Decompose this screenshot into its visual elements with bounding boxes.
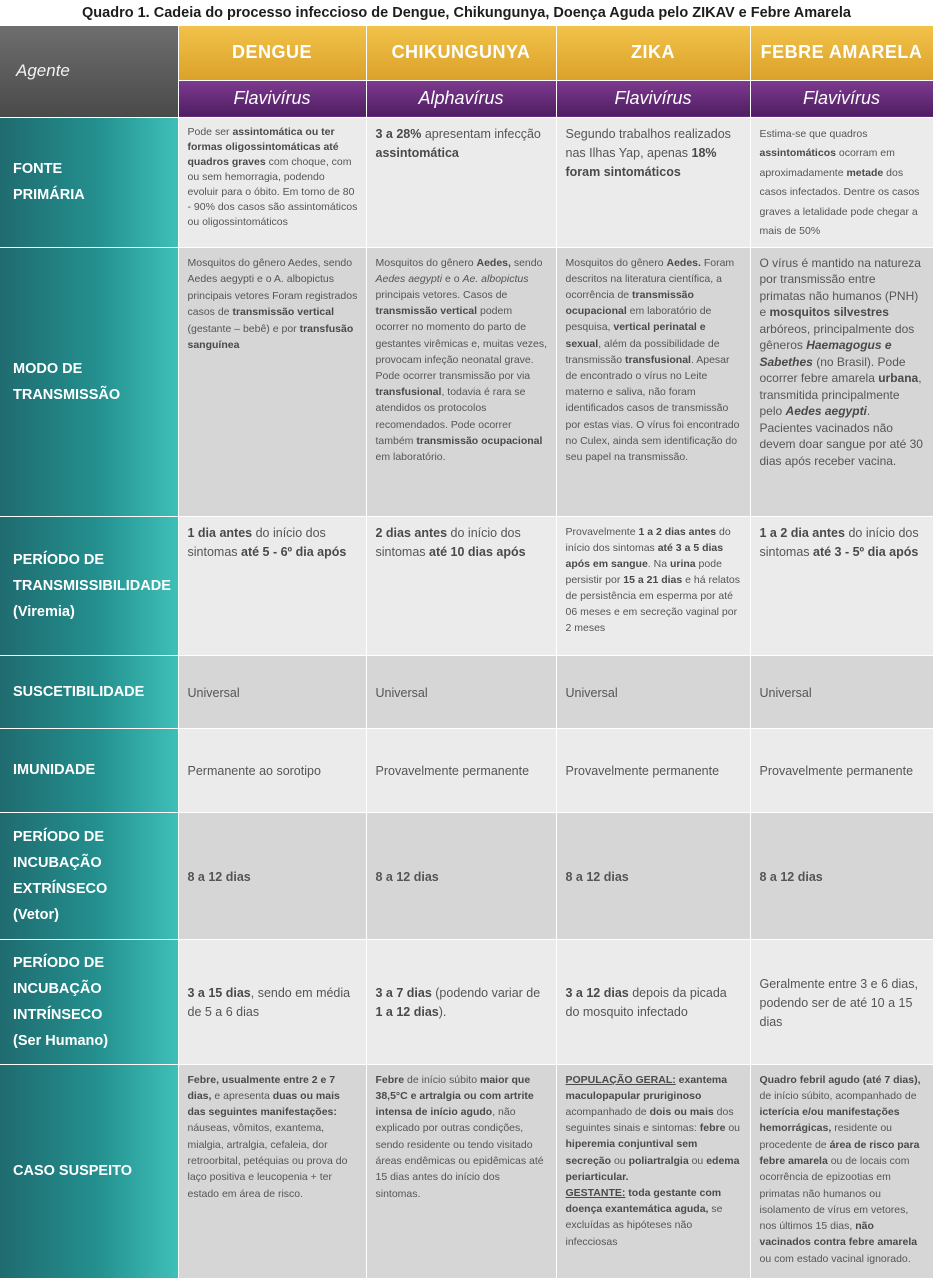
cell-chikungunya: Universal xyxy=(366,655,556,728)
row-label: SUSCETIBILIDADE xyxy=(0,655,178,728)
cell-zika: Provavelmente permanente xyxy=(556,728,750,812)
page-title: Quadro 1. Cadeia do processo infeccioso de Dengue, Chikungunya, Doença Aguda pelo ZIKAV e Febre Amarela xyxy=(82,5,851,21)
cell-febre-amarela: O vírus é mantido na natureza por transmissão entre primatas não humanos (PNH) e mosquitos silvestres arbóreos, principalmente dos gêneros Haemagogus e Sabethes (no Brasil). Pode ocorrer febre amarela urbana, transmitida principalmente pelo Aedes aegypti. Pacientes vacinados não devem doar sangue por até 30 dias após receber vacina. xyxy=(750,247,933,516)
cell-febre-amarela: Universal xyxy=(750,655,933,728)
cell-chikungunya: 2 dias antes do início dos sintomas até 10 dias após xyxy=(366,516,556,655)
row-modo-transmissao xyxy=(0,247,933,516)
agent-header-cell xyxy=(0,26,178,117)
row-label: PERÍODO DE INCUBAÇÃO EXTRÍNSECO (Vetor) xyxy=(0,812,178,939)
comparison-table xyxy=(0,26,933,1279)
row-incubacao-intrinseco xyxy=(0,939,933,1064)
cell-zika: Provavelmente 1 a 2 dias antes do início dos sintomas até 3 a 5 dias após em sangue. Na urina pode persistir por 15 a 21 dias e há relatos de persistência em esperma por até 06 meses e em secreção vaginal por 2 meses xyxy=(556,516,750,655)
cell-chikungunya: 3 a 28% apresentam infecção assintomática xyxy=(366,117,556,247)
cell-febre-amarela: Geralmente entre 3 e 6 dias, podendo ser de até 10 a 15 dias xyxy=(750,939,933,1064)
cell-zika: Universal xyxy=(556,655,750,728)
cell-chikungunya: Febre de início súbito maior que 38,5°C e artralgia ou com artrite intensa de início agudo, não explicado por outras condições, sendo residente ou tendo visitado áreas endêmicas ou epidêmicas até 15 dias antes do início dos sintomas. xyxy=(366,1064,556,1278)
cell-zika: POPULAÇÃO GERAL: exantema maculopapular pruriginoso acompanhado de dois ou mais dos seguintes sinais e sintomas: febre ou hiperemia conjuntival sem secreção ou poliartralgia ou edema periarticular. GESTANTE: toda gestante com doença exantemática aguda, se excluídas as hipóteses não infecciosas xyxy=(556,1064,750,1278)
cell-dengue: Febre, usualmente entre 2 e 7 dias, e apresenta duas ou mais das seguintes manifestações: náuseas, vômitos, exantema, mialgia, artralgia, cefaleia, dor retroorbital, petéquias ou prova do laço positiva e leucopenia + ter estado em área de risco. xyxy=(178,1064,366,1278)
column-header-chikungunya: CHIKUNGUNYA xyxy=(366,26,556,80)
cell-zika: 3 a 12 dias depois da picada do mosquito infectado xyxy=(556,939,750,1064)
cell-dengue: 3 a 15 dias, sendo em média de 5 a 6 dias xyxy=(178,939,366,1064)
cell-dengue: Mosquitos do gênero Aedes, sendo Aedes aegypti e o A. albopictus principais vetores Foram registrados casos de transmissão vertical (gestante – bebê) e por transfusão sanguínea xyxy=(178,247,366,516)
cell-chikungunya: Provavelmente permanente xyxy=(366,728,556,812)
column-header-dengue: DENGUE xyxy=(178,26,366,80)
cell-dengue: 8 a 12 dias xyxy=(178,812,366,939)
virus-dengue: Flavivírus xyxy=(178,80,366,117)
row-incubacao-extrinseco xyxy=(0,812,933,939)
row-suscetibilidade xyxy=(0,655,933,728)
virus-chikungunya: Alphavírus xyxy=(366,80,556,117)
cell-chikungunya: 3 a 7 dias (podendo variar de 1 a 12 dias). xyxy=(366,939,556,1064)
row-label: PERÍODO DE TRANSMISSIBILIDADE (Viremia) xyxy=(0,516,178,655)
cell-febre-amarela: Estima-se que quadros assintomáticos ocorram em aproximadamente metade dos casos infectados. Dentre os casos graves a letalidade pode chegar a mais de 50% xyxy=(750,117,933,247)
cell-febre-amarela: 1 a 2 dia antes do início dos sintomas até 3 - 5º dia após xyxy=(750,516,933,655)
cell-zika: Mosquitos do gênero Aedes. Foram descritos na literatura científica, a ocorrência de transmissão ocupacional em laboratório de pesquisa, vertical perinatal e sexual, além da possibilidade de transmissão transfusional. Apesar de encontrado o vírus no Leite materno e saliva, não foram identificados casos de transmissão por estas vias. O vírus foi encontrado no Culex, ainda sem identificação do seu papel na transmissão. xyxy=(556,247,750,516)
cell-zika: 8 a 12 dias xyxy=(556,812,750,939)
row-imunidade xyxy=(0,728,933,812)
virus-febre-amarela: Flavivírus xyxy=(750,80,933,117)
agent-label: Agente xyxy=(16,61,70,81)
cell-febre-amarela: Quadro febril agudo (até 7 dias), de início súbito, acompanhado de icterícia e/ou manifestações hemorrágicas, residente ou procedente de área de risco para febre amarela ou de locais com ocorrência de epizootias em primatas não humanos ou isolamento de vírus em vetores, nos últimos 15 dias, não vacinados contra febre amarela ou com estado vacinal ignorado. xyxy=(750,1064,933,1278)
cell-febre-amarela: 8 a 12 dias xyxy=(750,812,933,939)
cell-chikungunya: 8 a 12 dias xyxy=(366,812,556,939)
column-header-febre-amarela: FEBRE AMARELA xyxy=(750,26,933,80)
cell-chikungunya: Mosquitos do gênero Aedes, sendo Aedes aegypti e o Ae. albopictus principais vetores. Casos de transmissão vertical podem ocorrer no momento do parto de gestantes virêmicas e, muitas vezes, provocam infeção neonatal grave. Pode ocorrer transmissão por via transfusional, todavia é rara se atendidos os protocolos recomendados. Pode ocorrer também transmissão ocupacional em laboratório. xyxy=(366,247,556,516)
row-label: FONTE PRIMÁRIA xyxy=(0,117,178,247)
cell-dengue: Permanente ao sorotipo xyxy=(178,728,366,812)
row-caso-suspeito xyxy=(0,1064,933,1278)
row-label: IMUNIDADE xyxy=(0,728,178,812)
cell-zika: Segundo trabalhos realizados nas Ilhas Yap, apenas 18% foram sintomáticos xyxy=(556,117,750,247)
cell-dengue: 1 dia antes do início dos sintomas até 5 - 6º dia após xyxy=(178,516,366,655)
row-label: MODO DE TRANSMISSÃO xyxy=(0,247,178,516)
row-label: CASO SUSPEITO xyxy=(0,1064,178,1278)
virus-zika: Flavivírus xyxy=(556,80,750,117)
cell-dengue: Universal xyxy=(178,655,366,728)
row-fonte-primaria xyxy=(0,117,933,247)
row-periodo-transmissibilidade xyxy=(0,516,933,655)
cell-febre-amarela: Provavelmente permanente xyxy=(750,728,933,812)
row-label: PERÍODO DE INCUBAÇÃO INTRÍNSECO (Ser Humano) xyxy=(0,939,178,1064)
column-header-zika: ZIKA xyxy=(556,26,750,80)
cell-dengue: Pode ser assintomática ou ter formas oligossintomáticas até quadros graves com choque, com ou sem hemorragia, podendo evoluir para o óbito. Em torno de 80 - 90% dos casos são assintomáticos ou oligossintomáticos xyxy=(178,117,366,247)
